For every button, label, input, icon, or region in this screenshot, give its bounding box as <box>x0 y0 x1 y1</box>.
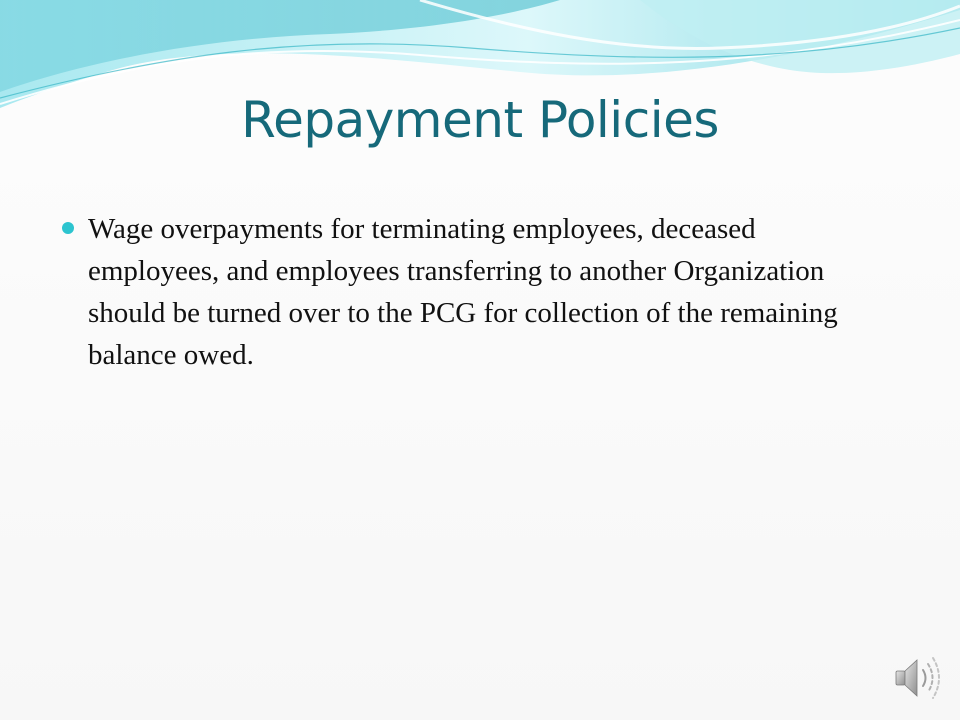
bullet-item <box>60 208 860 376</box>
bullet-text: Wage overpayments for terminating employees, deceased employees, and employees transferring to another Organization should be turned over to the PCG for collection of the remaining balance owed. <box>88 213 838 371</box>
slide-content <box>60 208 860 376</box>
bullet-dot-icon <box>62 222 74 234</box>
speaker-icon[interactable] <box>890 652 944 704</box>
slide-title: Repayment Policies <box>241 91 719 149</box>
